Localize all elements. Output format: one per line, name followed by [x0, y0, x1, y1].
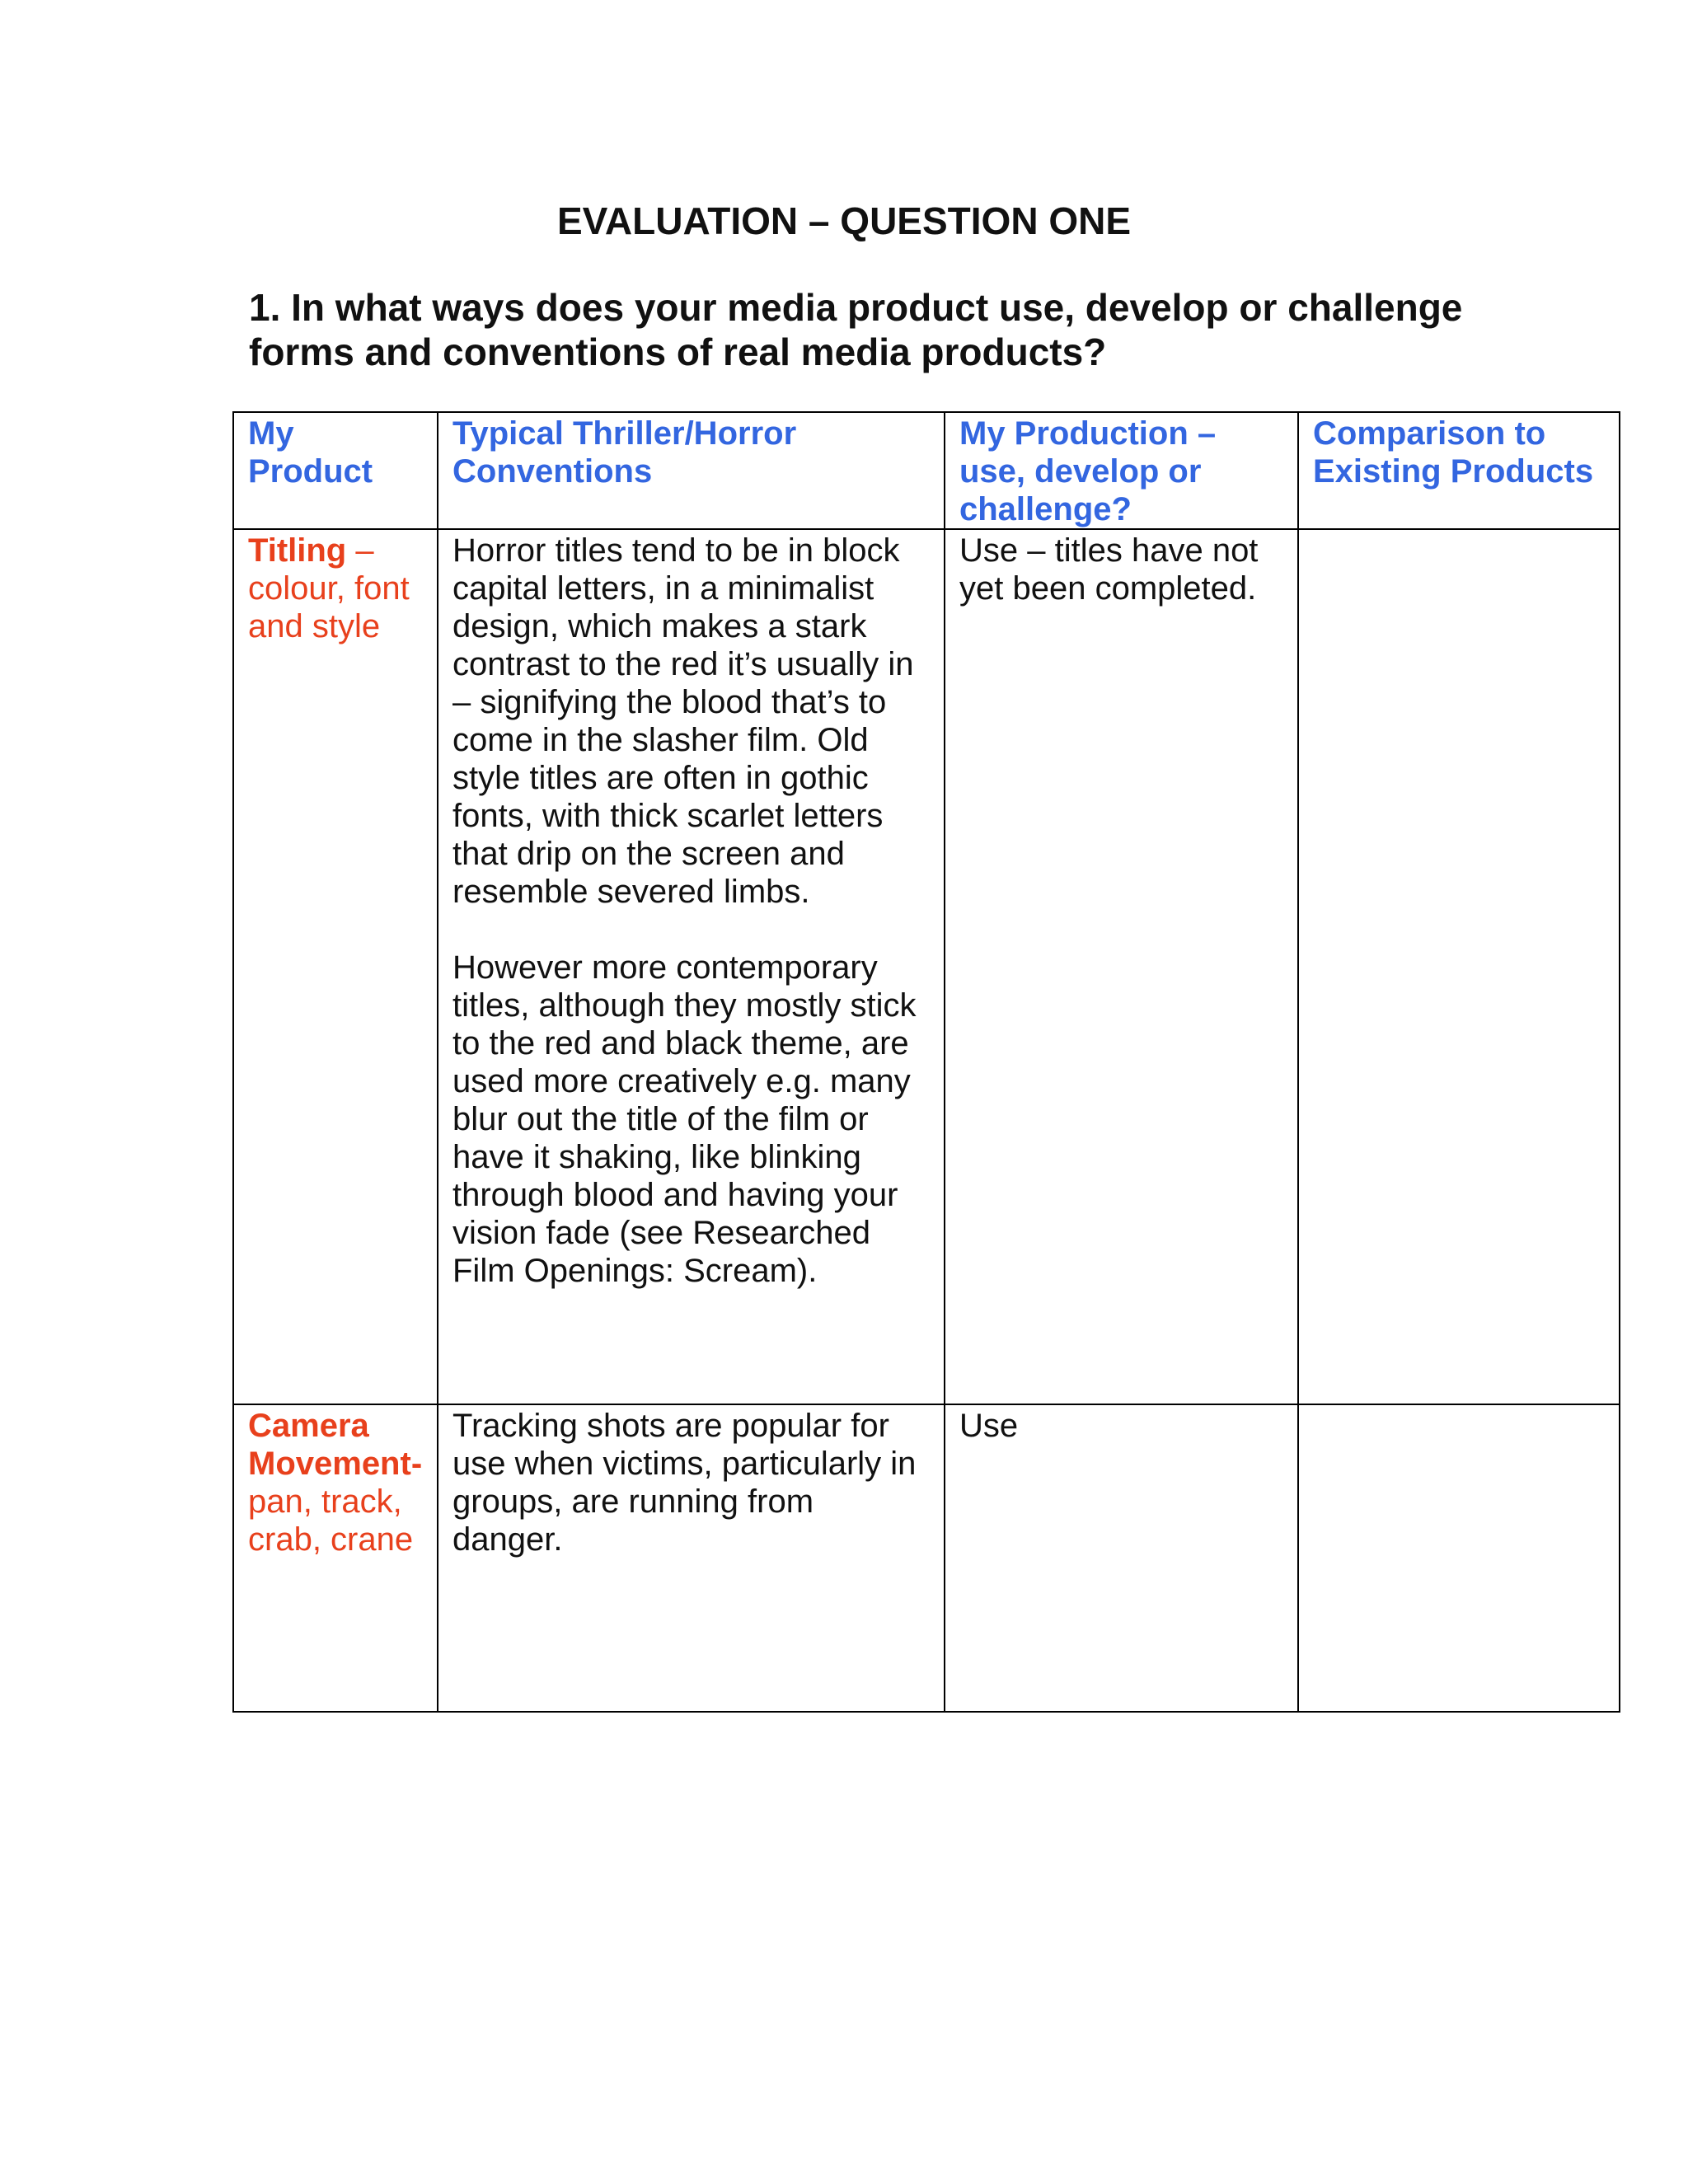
header-comparison: Comparison to Existing Products	[1298, 412, 1620, 529]
production-cell: Use – titles have not yet been completed.	[945, 529, 1298, 1404]
header-my-product: My Product	[233, 412, 438, 529]
category-subtitle: colour, font and style	[248, 570, 410, 644]
page-title: EVALUATION – QUESTION ONE	[556, 199, 1132, 242]
conventions-paragraph: Tracking shots are popular for use when victims, particularly in groups, are running from danger.	[452, 1408, 917, 1558]
header-my-production: My Production – use, develop or challenge?	[945, 412, 1298, 529]
category-subtitle: pan, track, crab, crane	[248, 1483, 414, 1558]
table-row	[233, 1404, 1620, 1712]
category-title: Titling	[248, 532, 347, 569]
comparison-cell	[1298, 529, 1620, 1404]
evaluation-table	[232, 411, 1620, 1713]
category-title: Camera Movement-	[248, 1408, 423, 1482]
category-cell	[233, 529, 438, 1404]
conventions-paragraph: Horror titles tend to be in block capital letters, in a minimalist design, which makes a stark contrast to the red it’s usually in – signifying the blood that’s to come in the slasher film. Old style titles are often in gothic fonts, with thick scarlet letters that drip on the screen and resemble severed limbs.	[452, 532, 914, 910]
table-row	[233, 529, 1620, 1404]
header-conventions: Typical Thriller/Horror Conventions	[438, 412, 945, 529]
category-cell	[233, 1404, 438, 1712]
comparison-cell	[1298, 1404, 1620, 1712]
conventions-cell	[438, 529, 945, 1404]
conventions-paragraph: However more contemporary titles, although they mostly stick to the red and black theme, are used more creatively e.g. many blur out the title of the film or have it shaking, like blinking through blood and having your vision fade (see Researched Film Openings: Scream).	[452, 949, 917, 1289]
production-cell: Use	[945, 1404, 1298, 1712]
table-header-row	[233, 412, 1620, 529]
conventions-cell	[438, 1404, 945, 1712]
category-separator: –	[346, 532, 374, 569]
question-text: 1. In what ways does your media product use, develop or challenge forms and conventions of real media products?	[249, 286, 1463, 373]
